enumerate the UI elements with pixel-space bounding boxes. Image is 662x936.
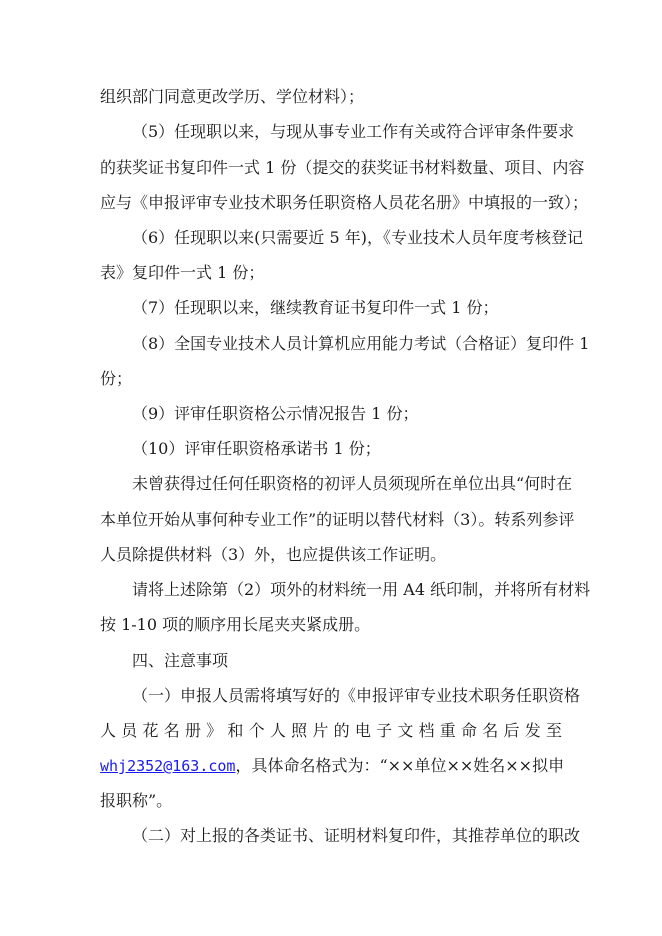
text-line: （二）对上报的各类证书、证明材料复印件，其推荐单位的职改: [132, 826, 581, 845]
text-segment: ，具体命名格式为：“××单位××姓名××拟申: [235, 756, 565, 775]
text-line: 报职称”。: [100, 791, 173, 810]
text-line: 未曾获得过任何任职资格的初评人员须现所在单位出具“何时在: [132, 474, 573, 493]
text-line: （8）全国专业技术人员计算机应用能力考试（合格证）复印件 1: [132, 334, 590, 353]
text-line: [100, 755, 565, 777]
text-line: （7）任现职以来，继续教育证书复印件一式 1 份；: [132, 298, 499, 317]
text-line: 应与《申报评审专业技术职务任职资格人员花名册》中填报的一致）；: [100, 193, 589, 212]
text-line: （9）评审任职资格公示情况报告 1 份；: [132, 404, 419, 423]
text-line: 的获奖证书复印件一式 1 份（提交的获奖证书材料数量、项目、内容: [100, 158, 585, 177]
text-line: 表》复印件一式 1 份；: [100, 263, 265, 282]
text-line: （10）评审任职资格承诺书 1 份；: [132, 439, 381, 458]
text-line: 按 1-10 项的顺序用长尾夹夹紧成册。: [100, 615, 371, 634]
text-line: 本单位开始从事何种专业工作”的证明以替代材料（3）。转系列参评: [100, 510, 575, 529]
text-line: 人员花名册》和个人照片的电子文档重命名后发至: [100, 721, 562, 740]
text-line: 组织部门同意更改学历、学位材料）；: [100, 87, 365, 106]
text-line: （5）任现职以来，与现从事专业工作有关或符合评审条件要求: [132, 122, 575, 141]
text-line: （6）任现职以来(只需要近 5 年)，《专业技术人员年度考核登记: [132, 228, 584, 247]
text-line: 份；: [100, 369, 133, 388]
email-link[interactable]: whj2352@163.com: [100, 757, 236, 775]
text-line: 请将上述除第（2）项外的材料统一用 A4 纸印制，并将所有材料: [132, 580, 591, 599]
text-line: 人员除提供材料（3）外，也应提供该工作证明。: [100, 545, 447, 564]
section-heading: 四、注意事项: [132, 651, 229, 670]
text-line: （一）申报人员需将填写好的《申报评审专业技术职务任职资格: [132, 686, 581, 705]
